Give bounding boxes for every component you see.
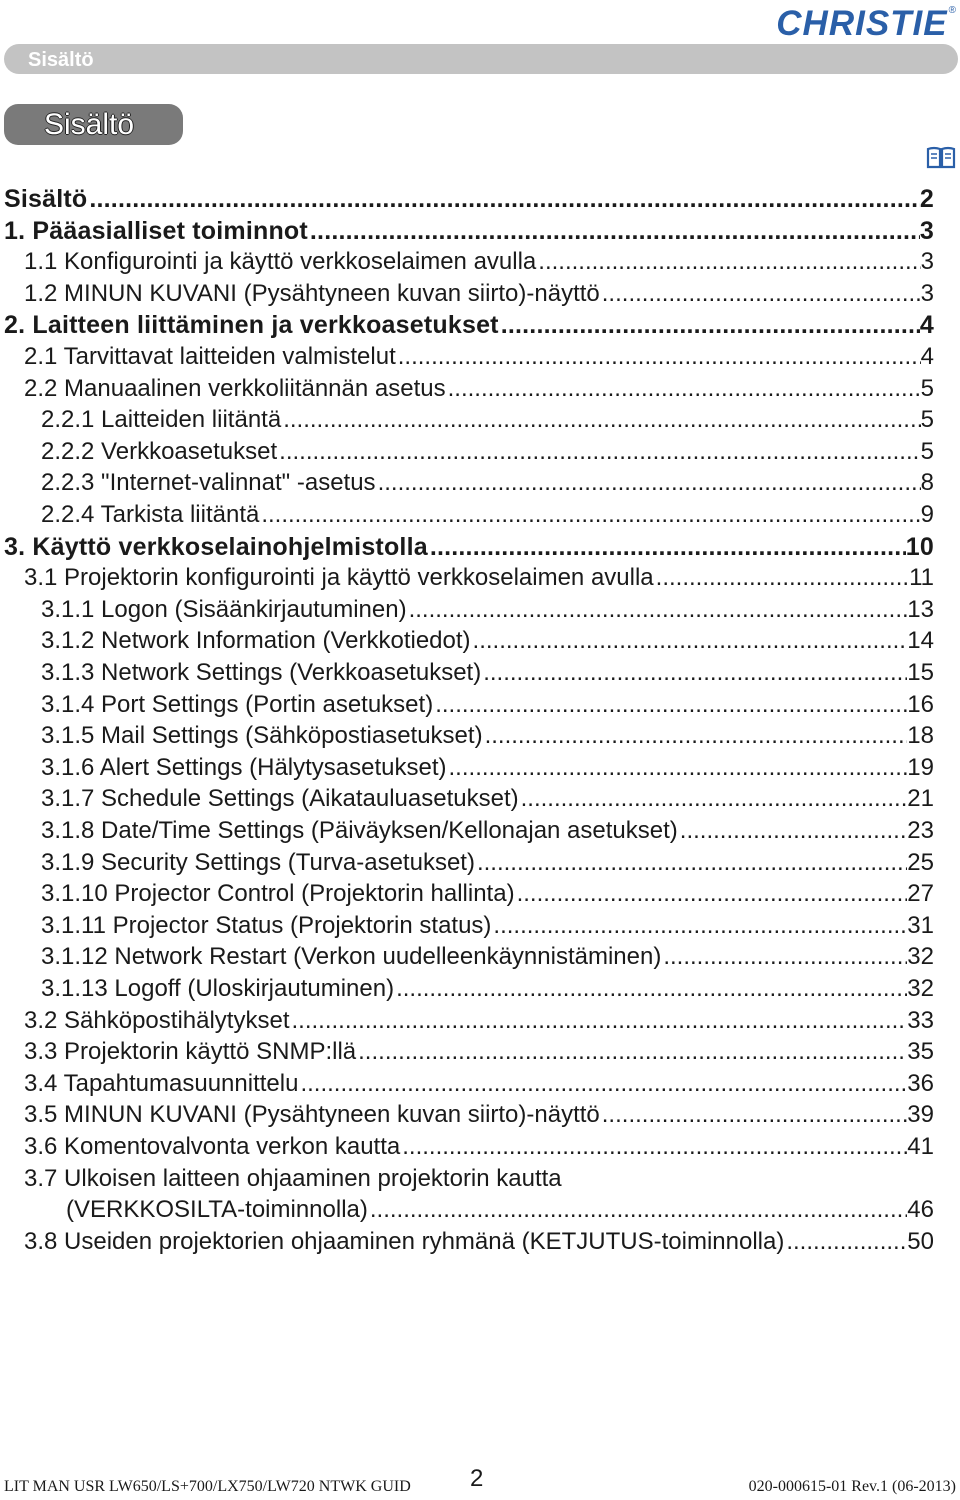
toc-entry-title: 2.2.2 Verkkoasetukset [41,437,278,465]
toc-entry-title: 3.1.8 Date/Time Settings (Päiväyksen/Kellonajan asetukset) [41,817,678,844]
toc-entry[interactable] [41,910,934,942]
section-title-text: Sisältö [44,108,135,141]
toc-entry-page: 3 [920,279,934,307]
toc-entry[interactable] [24,562,934,594]
toc-entry-page: 27 [907,880,934,908]
toc-entry[interactable] [24,1036,934,1068]
toc-entry-title: (VERKKOSILTA-toiminnolla) [66,1196,368,1224]
toc-entry-title: 3.1.3 Network Settings (Verkkoasetukset) [41,659,482,686]
dot-leader [784,1226,907,1258]
footer-page-number: 2 [470,1465,484,1492]
dot-leader [475,847,907,879]
toc-entry-title: 3.1.13 Logoff (Uloskirjautuminen) [41,975,395,1002]
toc-entry-page: 5 [920,374,934,402]
toc-entry-page: 3 [920,248,934,276]
toc-entry-page: 5 [920,406,934,434]
dot-leader [519,783,908,815]
toc-entry-title: 3.1.6 Alert Settings (Hälytysasetukset) [41,753,447,781]
toc-entry[interactable] [41,815,934,847]
toc-entry-title: 3.1.4 Port Settings (Portin asetukset) [41,690,434,718]
toc-entry-page: 10 [905,532,934,561]
toc-entry-title: 3.1.1 Logon (Sisäänkirjautuminen) [41,595,407,623]
toc-entry-title: 2.2 Manuaalinen verkkoliitännän asetus [24,374,446,402]
toc-entry-page: 9 [920,501,934,528]
dot-leader [446,373,921,405]
toc-entry-page: 19 [907,753,934,781]
toc-entry[interactable] [41,941,934,973]
toc-entry[interactable] [41,752,934,784]
dot-leader [491,910,907,942]
toc-entry[interactable] [4,531,934,563]
footer-document-code: LIT MAN USR LW650/LS+700/LX750/LW720 NTWK GUID [4,1478,411,1495]
dot-leader [356,1036,907,1068]
toc-entry-page: 21 [907,785,934,813]
toc-entry-page: 16 [907,690,934,718]
dot-leader [259,499,920,531]
toc-entry-title: Sisältö [4,185,88,213]
dot-leader [499,309,920,341]
toc-entry-page: 4 [920,343,934,370]
toc-entry-title: 3.2 Sähköpostihälytykset [24,1006,290,1034]
toc-entry-page: 31 [907,911,934,939]
registered-mark: ® [948,5,956,16]
toc-entry-title: 3.1 Projektorin konfigurointi ja käyttö verkkoselaimen avulla [24,564,654,592]
toc-entry-title: 2. Laitteen liittäminen ja verkkoasetukset [4,311,499,340]
toc-entry[interactable] [41,878,934,910]
toc-entry[interactable] [24,1226,934,1258]
dot-leader [600,278,921,310]
book-icon [926,146,956,170]
toc-entry-title: 1.2 MINUN KUVANI (Pysähtyneen kuvan siirto)-näyttö [24,279,600,307]
toc-entry-page: 5 [920,437,934,465]
toc-entry[interactable] [24,341,934,373]
toc-entry[interactable] [4,215,934,247]
dot-leader [600,1099,908,1131]
toc-entry-title: 2.1 Tarvittavat laitteiden valmistelut [24,343,396,370]
toc-entry[interactable] [24,1068,934,1100]
dot-leader [661,941,907,973]
toc-entry[interactable] [24,246,934,278]
toc-entry[interactable] [4,183,934,215]
dot-leader [87,183,920,215]
logo-text: CHRISTIE [776,4,948,43]
toc-entry-title: 3. Käyttö verkkoselainohjelmistolla [4,532,428,561]
dot-leader [290,1005,908,1037]
dot-leader [281,404,920,436]
toc-entry[interactable] [41,847,934,879]
dot-leader [298,1068,907,1100]
dot-leader [481,657,907,689]
footer-revision: 020-000615-01 Rev.1 (06-2013) [748,1478,956,1495]
header-bar [4,44,958,74]
toc-entry[interactable] [41,657,934,689]
toc-entry-title: 3.4 Tapahtumasuunnittelu [24,1069,299,1097]
toc-entry[interactable] [41,436,934,468]
toc-entry[interactable] [41,625,934,657]
toc-entry-title: 3.1.5 Mail Settings (Sähköpostiasetukset) [41,722,483,750]
toc-entry[interactable] [41,499,934,531]
toc-entry-text[interactable]: 3.7 Ulkoisen laitteen ohjaaminen projektorin kautta [24,1164,562,1192]
dot-leader [433,689,907,721]
toc-entry-page: 14 [907,627,934,655]
toc-entry-page: 4 [919,311,934,340]
toc-entry[interactable] [41,783,934,815]
toc-entry-title: 3.1.12 Network Restart (Verkon uudelleenkäynnistäminen) [41,943,662,971]
toc-entry-title: 3.6 Komentovalvonta verkon kautta [24,1133,401,1160]
toc-entry[interactable] [24,1099,934,1131]
toc-entry[interactable] [4,309,934,341]
toc-entry[interactable] [24,373,934,405]
toc-entry-page: 13 [907,595,934,623]
toc-entry[interactable] [41,720,934,752]
dot-leader [678,815,908,847]
dot-leader [447,752,908,784]
toc-entry-title: 2.2.1 Laitteiden liitäntä [41,406,282,434]
toc-entry-page: 35 [907,1038,934,1066]
toc-entry-title: 3.1.9 Security Settings (Turva-asetukset) [41,848,475,876]
header-title: Sisältö [28,49,94,71]
toc-entry-title: 3.5 MINUN KUVANI (Pysähtyneen kuvan siirto)-näyttö [24,1101,600,1129]
toc-entry-title: 3.1.7 Schedule Settings (Aikatauluasetukset) [41,785,519,813]
toc-entry-page: 39 [907,1101,934,1129]
toc-entry[interactable] [41,689,934,721]
toc-entry-title: 3.1.10 Projector Control (Projektorin hallinta) [41,880,515,908]
dot-leader [376,467,921,499]
dot-leader [277,436,920,468]
toc-entry-page: 18 [907,722,934,750]
toc-entry-page: 32 [907,975,934,1002]
dot-leader [515,878,908,910]
toc-entry-page: 15 [907,659,934,686]
dot-leader [400,1131,907,1163]
toc-entry-page: 11 [909,564,934,592]
toc-entry[interactable] [24,1005,934,1037]
toc-entry-title: 2.2.3 "Internet-valinnat" -asetus [41,469,376,497]
toc-entry-title: 3.1.11 Projector Status (Projektorin status) [41,911,492,939]
toc-entry-page: 41 [907,1133,934,1160]
toc-entry-page: 25 [907,848,934,876]
section-title [4,104,183,145]
toc-entry-page: 33 [907,1006,934,1034]
toc-entry-title: 3.8 Useiden projektorien ohjaaminen ryhmänä (KETJUTUS-toiminnolla) [24,1227,785,1255]
toc-entry-title: 3.3 Projektorin käyttö SNMP:llä [24,1038,357,1066]
dot-leader [396,341,921,373]
toc-entry[interactable] [24,1131,934,1163]
toc-entry-page: 50 [907,1227,934,1255]
toc-entry-page: 3 [919,216,934,245]
dot-leader [471,625,908,657]
toc-entry-title: 2.2.4 Tarkista liitäntä [41,501,260,528]
toc-entry-page: 23 [907,817,934,844]
toc-entry-page: 36 [907,1069,934,1097]
toc-entry-page: 8 [920,469,934,497]
dot-leader [654,562,909,594]
toc-entry-page: 2 [919,185,934,213]
toc-entry[interactable] [66,1194,934,1226]
dot-leader [308,215,920,247]
dot-leader [483,720,908,752]
toc-entry[interactable] [24,278,934,310]
toc-entry[interactable] [41,404,934,436]
toc-entry-title: 1.1 Konfigurointi ja käyttö verkkoselaimen avulla [24,248,537,276]
toc-entry-page: 46 [907,1196,934,1224]
christie-logo [776,4,956,44]
toc-entry[interactable] [41,594,934,626]
dot-leader [394,973,907,1005]
toc-entry[interactable] [41,973,934,1005]
dot-leader [536,246,920,278]
dot-leader [428,531,906,563]
toc-entry-page: 32 [907,943,934,971]
toc-entry[interactable] [41,467,934,499]
toc-entry-title: 1. Pääasialliset toiminnot [4,216,308,245]
toc-entry-title: 3.1.2 Network Information (Verkkotiedot) [41,627,471,655]
dot-leader [368,1194,907,1226]
dot-leader [407,594,908,626]
